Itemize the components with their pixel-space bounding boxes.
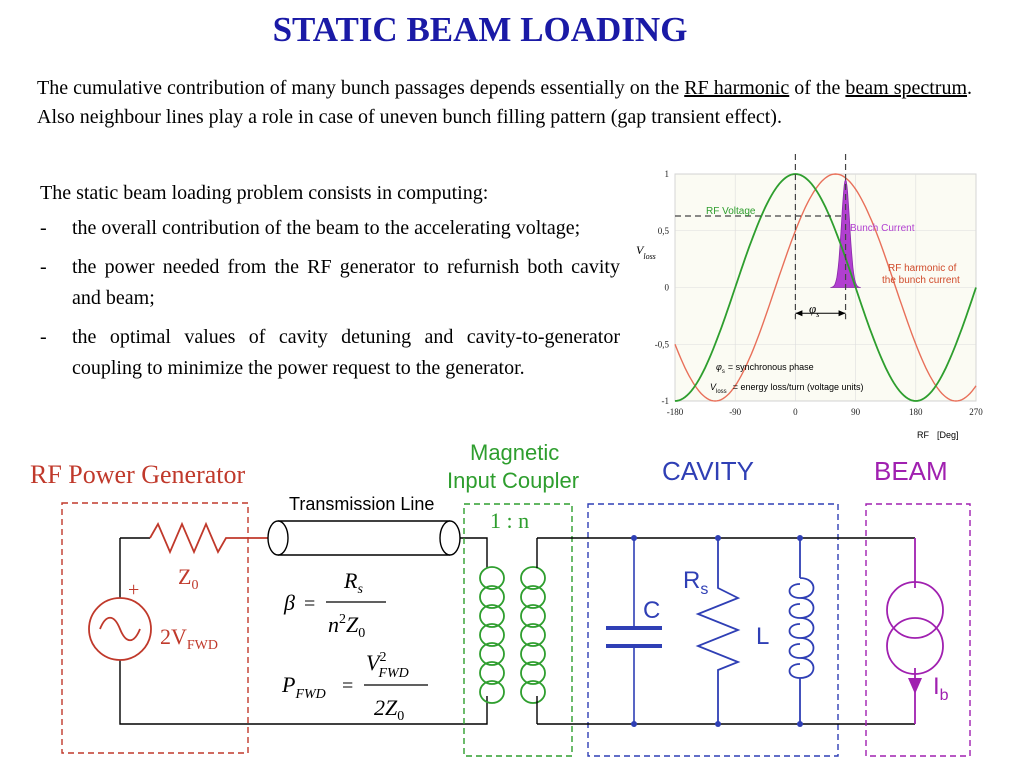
svg-text:=: = [304,593,316,615]
coupler-coils [480,567,545,703]
node-r-top [715,535,721,541]
z0-label: $Z_0$ [178,564,199,593]
l-label: L [756,623,770,650]
x-tick-label: -90 [729,407,742,417]
svg-text:2Z0: $2Z_0$ [374,695,405,724]
bunch-current-label: Bunch Current [850,223,915,234]
problem-list [40,178,620,392]
cavity-title: CAVITY [662,456,754,486]
x-axis-label: RF [Deg] [917,430,959,440]
bullet-2: - the power needed from the RF generator to refurnish both cavity and beam; [40,256,620,309]
rs-resistor [698,538,738,724]
rf-circuit-diagram [0,438,1024,768]
z0-resistor [150,524,268,552]
legend-v: $V_{loss}$ = energy loss/turn (voltage units) [710,382,864,395]
plus-sign: + [128,579,140,601]
transmission-line-label: Transmission Line [289,494,435,514]
tline-body [278,521,450,555]
coupler-label-2: Input Coupler [447,468,580,493]
tline-end-left [268,521,288,555]
ib-label: $I_b$ [933,673,949,704]
coupler-box [464,504,572,756]
svg-text:Rs: $R_s$ [344,568,363,597]
node-c-top [631,535,637,541]
main-bus [537,538,915,724]
beta-formula [283,568,386,641]
beam-loading-chart [632,150,988,450]
svg-text:n2Z0: $n^2Z_0$ [328,612,366,641]
pfwd-formula [281,650,428,724]
c-label: C [643,597,661,624]
current-source-top [887,582,943,638]
coupler-label-1: Magnetic [470,440,560,465]
rf-harmonic-label-1: RF harmonic of [888,263,957,274]
generator-title: RF Power Generator [30,460,246,489]
phi-label: $\varphi_s$ [809,301,820,319]
turns-ratio: 1 : n [490,508,530,533]
current-arrow-icon [908,678,922,694]
node-r-bot [715,721,721,727]
vloss-label: $V_{loss}$ [636,243,656,261]
svg-text:=: = [342,675,354,697]
beam-spectrum-link[interactable]: beam spectrum [845,77,968,99]
x-tick-label: -180 [666,407,684,417]
rs-label: $R_s$ [683,567,709,598]
node-l-top [797,535,803,541]
intro-paragraph: The cumulative contribution of many bunch passages depends essentially on the RF harmonic of the beam spectrum. Also neighbour lines play a role in case of uneven bunch filling pattern (gap transient effect). [37,77,973,128]
svg-text:V2FWD: $V^2$ FWD [366,650,409,681]
rf-harmonic-label-2: the bunch current [882,275,960,286]
rf-voltage-label: RF Voltage [706,206,756,217]
beam-box [866,504,970,756]
rf-harmonic-link[interactable]: RF harmonic [684,77,790,99]
tline-end-right [440,521,460,555]
capacitor-plates [606,628,662,646]
bullet-3: - the optimal values of cavity detuning and cavity-to-generator coupling to minimize the power request to the generator. [40,326,620,379]
y-tick-label: 0 [664,282,669,293]
node-c-bot [631,721,637,727]
x-tick-label: 270 [969,407,983,417]
beam-title: BEAM [874,456,948,486]
node-l-bot [797,721,803,727]
bullet-1: - the overall contribution of the beam to the accelerating voltage; [40,217,581,239]
svg-text:PFWD: $P_{FWD}$ [282,672,326,702]
y-tick-label: 1 [664,169,669,179]
current-source-bottom [887,618,943,674]
problem-lead: The static beam loading problem consists in computing: [40,182,489,204]
y-tick-label: 0,5 [657,225,669,236]
x-tick-label: 90 [851,407,861,417]
y-tick-label: -1 [661,396,669,406]
svg-text:β: β [284,590,295,615]
y-tick-label: -0,5 [654,339,669,350]
page-title: STATIC BEAM LOADING [272,10,688,49]
x-tick-label: 180 [909,407,923,417]
vfwd-label: $2V_{FWD}$ [160,624,219,653]
legend-phi: $\varphi_s$ = synchronous phase [716,362,814,375]
l-inductor [790,538,814,724]
x-tick-label: 0 [793,407,798,417]
